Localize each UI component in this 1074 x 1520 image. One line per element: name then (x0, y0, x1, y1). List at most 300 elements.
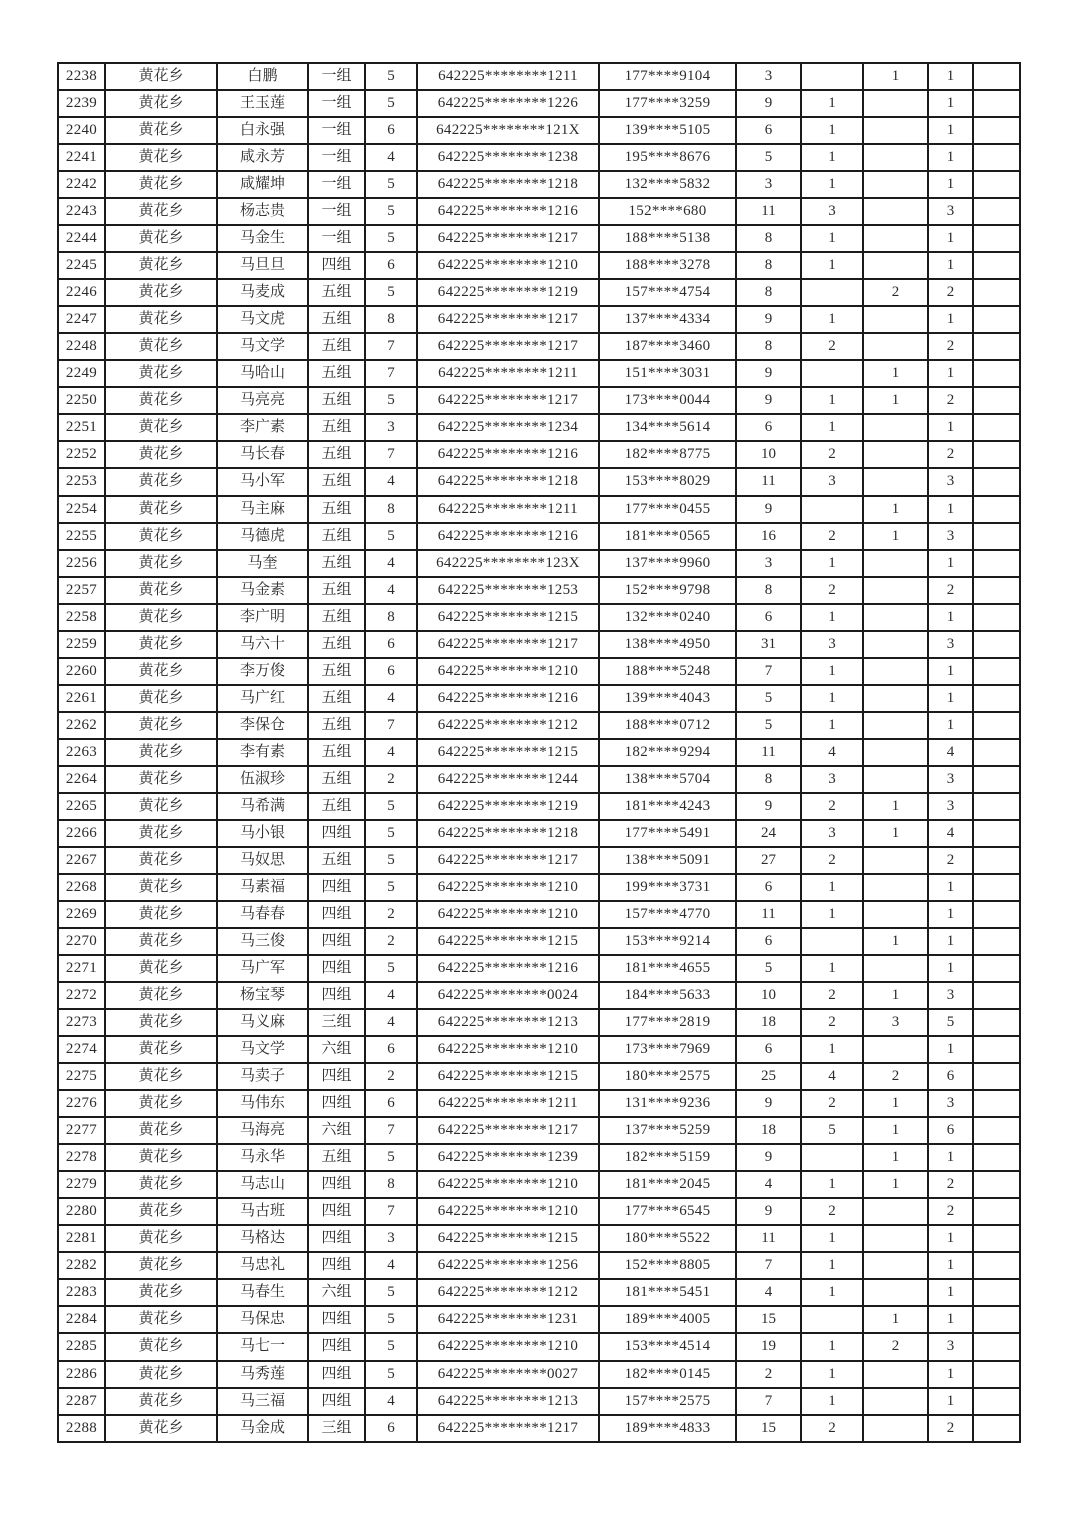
cell-serial: 2271 (58, 955, 105, 982)
cell-num_b: 1 (801, 90, 863, 117)
cell-num_a: 9 (736, 360, 801, 387)
cell-group: 一组 (308, 198, 365, 225)
cell-group: 一组 (308, 144, 365, 171)
cell-num_c (863, 712, 928, 739)
cell-num_total: 3 (928, 1090, 973, 1117)
cell-township: 黄花乡 (105, 144, 217, 171)
cell-serial: 2261 (58, 685, 105, 712)
cell-blank (973, 171, 1020, 198)
cell-serial: 2281 (58, 1225, 105, 1252)
cell-group: 五组 (308, 306, 365, 333)
cell-num_b: 1 (801, 1036, 863, 1063)
cell-blank (973, 550, 1020, 577)
cell-num_a: 7 (736, 658, 801, 685)
cell-num_c (863, 631, 928, 658)
cell-blank (973, 90, 1020, 117)
cell-blank (973, 1090, 1020, 1117)
cell-count: 4 (365, 685, 417, 712)
cell-num_c (863, 739, 928, 766)
table-row (58, 604, 1020, 631)
cell-id_number: 642225********1215 (417, 928, 599, 955)
cell-name: 马格达 (217, 1225, 308, 1252)
cell-num_a: 6 (736, 604, 801, 631)
cell-phone: 132****5832 (599, 171, 736, 198)
cell-name: 李广明 (217, 604, 308, 631)
cell-count: 3 (365, 414, 417, 441)
cell-num_c (863, 1036, 928, 1063)
cell-phone: 182****9294 (599, 739, 736, 766)
cell-num_c: 1 (863, 360, 928, 387)
cell-num_total: 1 (928, 1225, 973, 1252)
cell-name: 马麦成 (217, 279, 308, 306)
cell-township: 黄花乡 (105, 414, 217, 441)
cell-name: 马长春 (217, 441, 308, 468)
cell-num_c: 1 (863, 1117, 928, 1144)
cell-phone: 177****3259 (599, 90, 736, 117)
cell-num_a: 24 (736, 820, 801, 847)
cell-serial: 2245 (58, 252, 105, 279)
cell-count: 5 (365, 90, 417, 117)
cell-num_b: 5 (801, 1117, 863, 1144)
cell-name: 马文虎 (217, 306, 308, 333)
table-row (58, 982, 1020, 1009)
cell-num_c: 1 (863, 387, 928, 414)
cell-id_number: 642225********1212 (417, 712, 599, 739)
cell-num_b: 1 (801, 387, 863, 414)
cell-serial: 2254 (58, 496, 105, 523)
cell-count: 6 (365, 658, 417, 685)
cell-num_b: 1 (801, 955, 863, 982)
cell-num_total: 2 (928, 1171, 973, 1198)
cell-phone: 181****2045 (599, 1171, 736, 1198)
cell-num_a: 8 (736, 333, 801, 360)
cell-name: 马志山 (217, 1171, 308, 1198)
cell-township: 黄花乡 (105, 496, 217, 523)
cell-num_total: 1 (928, 414, 973, 441)
cell-count: 6 (365, 1090, 417, 1117)
cell-num_total: 1 (928, 685, 973, 712)
table-row (58, 1333, 1020, 1360)
cell-num_a: 5 (736, 144, 801, 171)
cell-township: 黄花乡 (105, 658, 217, 685)
cell-serial: 2272 (58, 982, 105, 1009)
cell-count: 5 (365, 820, 417, 847)
cell-name: 马伟东 (217, 1090, 308, 1117)
cell-num_c (863, 874, 928, 901)
cell-num_b: 1 (801, 685, 863, 712)
cell-num_b: 1 (801, 658, 863, 685)
table-row (58, 955, 1020, 982)
cell-township: 黄花乡 (105, 225, 217, 252)
cell-group: 五组 (308, 604, 365, 631)
cell-township: 黄花乡 (105, 306, 217, 333)
cell-blank (973, 1009, 1020, 1036)
cell-num_total: 4 (928, 739, 973, 766)
cell-group: 五组 (308, 414, 365, 441)
cell-num_total: 1 (928, 1306, 973, 1333)
cell-serial: 2287 (58, 1388, 105, 1415)
cell-num_a: 9 (736, 387, 801, 414)
cell-phone: 180****2575 (599, 1063, 736, 1090)
cell-blank (973, 739, 1020, 766)
cell-phone: 153****4514 (599, 1333, 736, 1360)
cell-phone: 188****0712 (599, 712, 736, 739)
cell-num_c (863, 1388, 928, 1415)
cell-serial: 2288 (58, 1415, 105, 1442)
cell-num_b (801, 360, 863, 387)
cell-num_c: 1 (863, 1144, 928, 1171)
cell-serial: 2267 (58, 847, 105, 874)
cell-num_c (863, 1415, 928, 1442)
cell-num_total: 1 (928, 1361, 973, 1388)
cell-name: 马保忠 (217, 1306, 308, 1333)
cell-serial: 2279 (58, 1171, 105, 1198)
cell-num_b: 2 (801, 441, 863, 468)
cell-phone: 182****8775 (599, 441, 736, 468)
cell-id_number: 642225********0027 (417, 1361, 599, 1388)
cell-num_b: 1 (801, 712, 863, 739)
cell-count: 7 (365, 441, 417, 468)
cell-num_total: 6 (928, 1063, 973, 1090)
table-row (58, 874, 1020, 901)
cell-num_c: 3 (863, 1009, 928, 1036)
cell-group: 四组 (308, 1198, 365, 1225)
cell-num_a: 18 (736, 1009, 801, 1036)
cell-num_a: 4 (736, 1279, 801, 1306)
cell-blank (973, 604, 1020, 631)
cell-num_a: 11 (736, 198, 801, 225)
table-row (58, 333, 1020, 360)
cell-num_c: 2 (863, 1333, 928, 1360)
cell-count: 5 (365, 279, 417, 306)
cell-num_b: 3 (801, 198, 863, 225)
cell-township: 黄花乡 (105, 874, 217, 901)
cell-phone: 188****5248 (599, 658, 736, 685)
cell-name: 马文学 (217, 1036, 308, 1063)
cell-serial: 2275 (58, 1063, 105, 1090)
cell-num_c (863, 1225, 928, 1252)
cell-num_total: 3 (928, 766, 973, 793)
table-row (58, 90, 1020, 117)
cell-serial: 2274 (58, 1036, 105, 1063)
cell-phone: 199****3731 (599, 874, 736, 901)
cell-group: 五组 (308, 441, 365, 468)
cell-num_b: 1 (801, 874, 863, 901)
cell-serial: 2278 (58, 1144, 105, 1171)
cell-serial: 2255 (58, 523, 105, 550)
cell-blank (973, 685, 1020, 712)
cell-num_c (863, 144, 928, 171)
cell-group: 一组 (308, 90, 365, 117)
cell-id_number: 642225********1217 (417, 225, 599, 252)
cell-num_c (863, 90, 928, 117)
cell-name: 马素福 (217, 874, 308, 901)
cell-blank (973, 1144, 1020, 1171)
cell-township: 黄花乡 (105, 387, 217, 414)
cell-township: 黄花乡 (105, 820, 217, 847)
cell-num_b: 1 (801, 414, 863, 441)
cell-name: 马旦旦 (217, 252, 308, 279)
cell-id_number: 642225********1210 (417, 1333, 599, 1360)
table-row (58, 550, 1020, 577)
cell-num_total: 1 (928, 604, 973, 631)
cell-num_a: 9 (736, 306, 801, 333)
cell-name: 李广素 (217, 414, 308, 441)
table-row (58, 712, 1020, 739)
table-row (58, 1388, 1020, 1415)
cell-serial: 2264 (58, 766, 105, 793)
cell-serial: 2259 (58, 631, 105, 658)
cell-name: 马奴思 (217, 847, 308, 874)
cell-count: 5 (365, 1361, 417, 1388)
cell-name: 马秀莲 (217, 1361, 308, 1388)
table-row (58, 441, 1020, 468)
cell-num_b: 1 (801, 550, 863, 577)
cell-num_c: 2 (863, 279, 928, 306)
cell-id_number: 642225********1238 (417, 144, 599, 171)
table-row (58, 820, 1020, 847)
cell-id_number: 642225********1210 (417, 874, 599, 901)
table-row (58, 1198, 1020, 1225)
cell-group: 六组 (308, 1279, 365, 1306)
table-row (58, 496, 1020, 523)
cell-township: 黄花乡 (105, 685, 217, 712)
cell-num_total: 2 (928, 1415, 973, 1442)
cell-num_b: 1 (801, 225, 863, 252)
cell-township: 黄花乡 (105, 1198, 217, 1225)
cell-township: 黄花乡 (105, 90, 217, 117)
cell-blank (973, 252, 1020, 279)
cell-township: 黄花乡 (105, 468, 217, 495)
cell-num_c (863, 414, 928, 441)
cell-num_b: 1 (801, 171, 863, 198)
cell-name: 马希满 (217, 793, 308, 820)
cell-serial: 2241 (58, 144, 105, 171)
cell-phone: 195****8676 (599, 144, 736, 171)
cell-phone: 138****5704 (599, 766, 736, 793)
cell-id_number: 642225********1239 (417, 1144, 599, 1171)
cell-num_a: 19 (736, 1333, 801, 1360)
cell-township: 黄花乡 (105, 955, 217, 982)
cell-phone: 134****5614 (599, 414, 736, 441)
cell-num_a: 7 (736, 1388, 801, 1415)
cell-group: 一组 (308, 63, 365, 90)
cell-group: 四组 (308, 1333, 365, 1360)
cell-num_c (863, 847, 928, 874)
cell-id_number: 642225********1218 (417, 468, 599, 495)
cell-township: 黄花乡 (105, 928, 217, 955)
cell-blank (973, 1036, 1020, 1063)
cell-group: 五组 (308, 360, 365, 387)
cell-serial: 2286 (58, 1361, 105, 1388)
cell-group: 四组 (308, 928, 365, 955)
cell-count: 3 (365, 1225, 417, 1252)
cell-count: 2 (365, 928, 417, 955)
cell-num_c: 1 (863, 982, 928, 1009)
cell-count: 5 (365, 63, 417, 90)
cell-num_b: 1 (801, 1333, 863, 1360)
cell-township: 黄花乡 (105, 793, 217, 820)
cell-num_total: 2 (928, 279, 973, 306)
cell-num_total: 1 (928, 955, 973, 982)
cell-phone: 152****9798 (599, 577, 736, 604)
cell-count: 5 (365, 874, 417, 901)
cell-num_a: 8 (736, 577, 801, 604)
cell-count: 5 (365, 523, 417, 550)
cell-phone: 139****5105 (599, 117, 736, 144)
cell-num_b: 1 (801, 1171, 863, 1198)
cell-township: 黄花乡 (105, 631, 217, 658)
table-row (58, 1279, 1020, 1306)
cell-num_a: 6 (736, 928, 801, 955)
cell-phone: 153****9214 (599, 928, 736, 955)
cell-phone: 139****4043 (599, 685, 736, 712)
table-row (58, 901, 1020, 928)
cell-id_number: 642225********1217 (417, 333, 599, 360)
cell-id_number: 642225********1211 (417, 360, 599, 387)
cell-group: 四组 (308, 1388, 365, 1415)
cell-serial: 2246 (58, 279, 105, 306)
table-row (58, 225, 1020, 252)
cell-group: 五组 (308, 279, 365, 306)
cell-num_total: 1 (928, 252, 973, 279)
cell-num_c: 1 (863, 496, 928, 523)
cell-num_c (863, 117, 928, 144)
table-row (58, 1090, 1020, 1117)
cell-num_b: 3 (801, 468, 863, 495)
cell-count: 6 (365, 117, 417, 144)
table-row (58, 1063, 1020, 1090)
cell-township: 黄花乡 (105, 63, 217, 90)
cell-id_number: 642225********1215 (417, 1225, 599, 1252)
cell-phone: 177****9104 (599, 63, 736, 90)
cell-blank (973, 1306, 1020, 1333)
cell-blank (973, 279, 1020, 306)
cell-name: 马春生 (217, 1279, 308, 1306)
cell-count: 6 (365, 1036, 417, 1063)
cell-num_total: 2 (928, 441, 973, 468)
cell-id_number: 642225********1210 (417, 658, 599, 685)
cell-township: 黄花乡 (105, 1333, 217, 1360)
cell-serial: 2285 (58, 1333, 105, 1360)
cell-num_b: 1 (801, 1225, 863, 1252)
cell-group: 五组 (308, 468, 365, 495)
cell-count: 2 (365, 901, 417, 928)
cell-num_b: 2 (801, 577, 863, 604)
cell-num_total: 3 (928, 198, 973, 225)
table-row (58, 847, 1020, 874)
cell-id_number: 642225********1210 (417, 1171, 599, 1198)
cell-count: 8 (365, 306, 417, 333)
table-row (58, 685, 1020, 712)
cell-blank (973, 955, 1020, 982)
cell-num_a: 27 (736, 847, 801, 874)
cell-count: 5 (365, 1279, 417, 1306)
cell-serial: 2238 (58, 63, 105, 90)
cell-blank (973, 441, 1020, 468)
cell-blank (973, 793, 1020, 820)
cell-num_total: 1 (928, 1388, 973, 1415)
cell-township: 黄花乡 (105, 766, 217, 793)
cell-num_a: 7 (736, 1252, 801, 1279)
cell-township: 黄花乡 (105, 117, 217, 144)
cell-serial: 2263 (58, 739, 105, 766)
cell-count: 8 (365, 496, 417, 523)
cell-phone: 189****4833 (599, 1415, 736, 1442)
cell-blank (973, 928, 1020, 955)
cell-count: 7 (365, 712, 417, 739)
cell-group: 五组 (308, 685, 365, 712)
cell-blank (973, 847, 1020, 874)
cell-num_a: 9 (736, 1144, 801, 1171)
table-row (58, 63, 1020, 90)
cell-num_b: 2 (801, 333, 863, 360)
cell-num_total: 1 (928, 496, 973, 523)
cell-name: 马金素 (217, 577, 308, 604)
table-row (58, 1306, 1020, 1333)
cell-num_c (863, 1198, 928, 1225)
cell-name: 咸耀坤 (217, 171, 308, 198)
cell-group: 一组 (308, 225, 365, 252)
cell-name: 马海亮 (217, 1117, 308, 1144)
cell-township: 黄花乡 (105, 1036, 217, 1063)
cell-name: 咸永芳 (217, 144, 308, 171)
cell-group: 一组 (308, 171, 365, 198)
cell-serial: 2249 (58, 360, 105, 387)
cell-phone: 188****3278 (599, 252, 736, 279)
cell-num_a: 10 (736, 441, 801, 468)
table-row (58, 577, 1020, 604)
cell-num_b: 2 (801, 523, 863, 550)
cell-township: 黄花乡 (105, 523, 217, 550)
table-row (58, 1225, 1020, 1252)
cell-group: 五组 (308, 847, 365, 874)
cell-num_a: 8 (736, 766, 801, 793)
cell-num_total: 1 (928, 117, 973, 144)
cell-serial: 2283 (58, 1279, 105, 1306)
table-row (58, 306, 1020, 333)
cell-num_a: 8 (736, 252, 801, 279)
cell-serial: 2251 (58, 414, 105, 441)
cell-serial: 2253 (58, 468, 105, 495)
cell-id_number: 642225********1211 (417, 496, 599, 523)
table-row (58, 1361, 1020, 1388)
cell-name: 马德虎 (217, 523, 308, 550)
cell-group: 一组 (308, 117, 365, 144)
cell-township: 黄花乡 (105, 279, 217, 306)
cell-count: 5 (365, 1144, 417, 1171)
cell-num_a: 10 (736, 982, 801, 1009)
cell-num_c (863, 955, 928, 982)
cell-serial: 2280 (58, 1198, 105, 1225)
cell-count: 5 (365, 198, 417, 225)
cell-phone: 153****8029 (599, 468, 736, 495)
cell-township: 黄花乡 (105, 171, 217, 198)
cell-name: 马三福 (217, 1388, 308, 1415)
cell-count: 4 (365, 1252, 417, 1279)
cell-group: 五组 (308, 658, 365, 685)
cell-num_b: 4 (801, 1063, 863, 1090)
cell-num_total: 2 (928, 387, 973, 414)
cell-num_c (863, 441, 928, 468)
cell-serial: 2248 (58, 333, 105, 360)
cell-num_b (801, 1306, 863, 1333)
cell-num_total: 2 (928, 1198, 973, 1225)
cell-num_a: 5 (736, 955, 801, 982)
cell-name: 马小军 (217, 468, 308, 495)
cell-serial: 2265 (58, 793, 105, 820)
cell-blank (973, 982, 1020, 1009)
